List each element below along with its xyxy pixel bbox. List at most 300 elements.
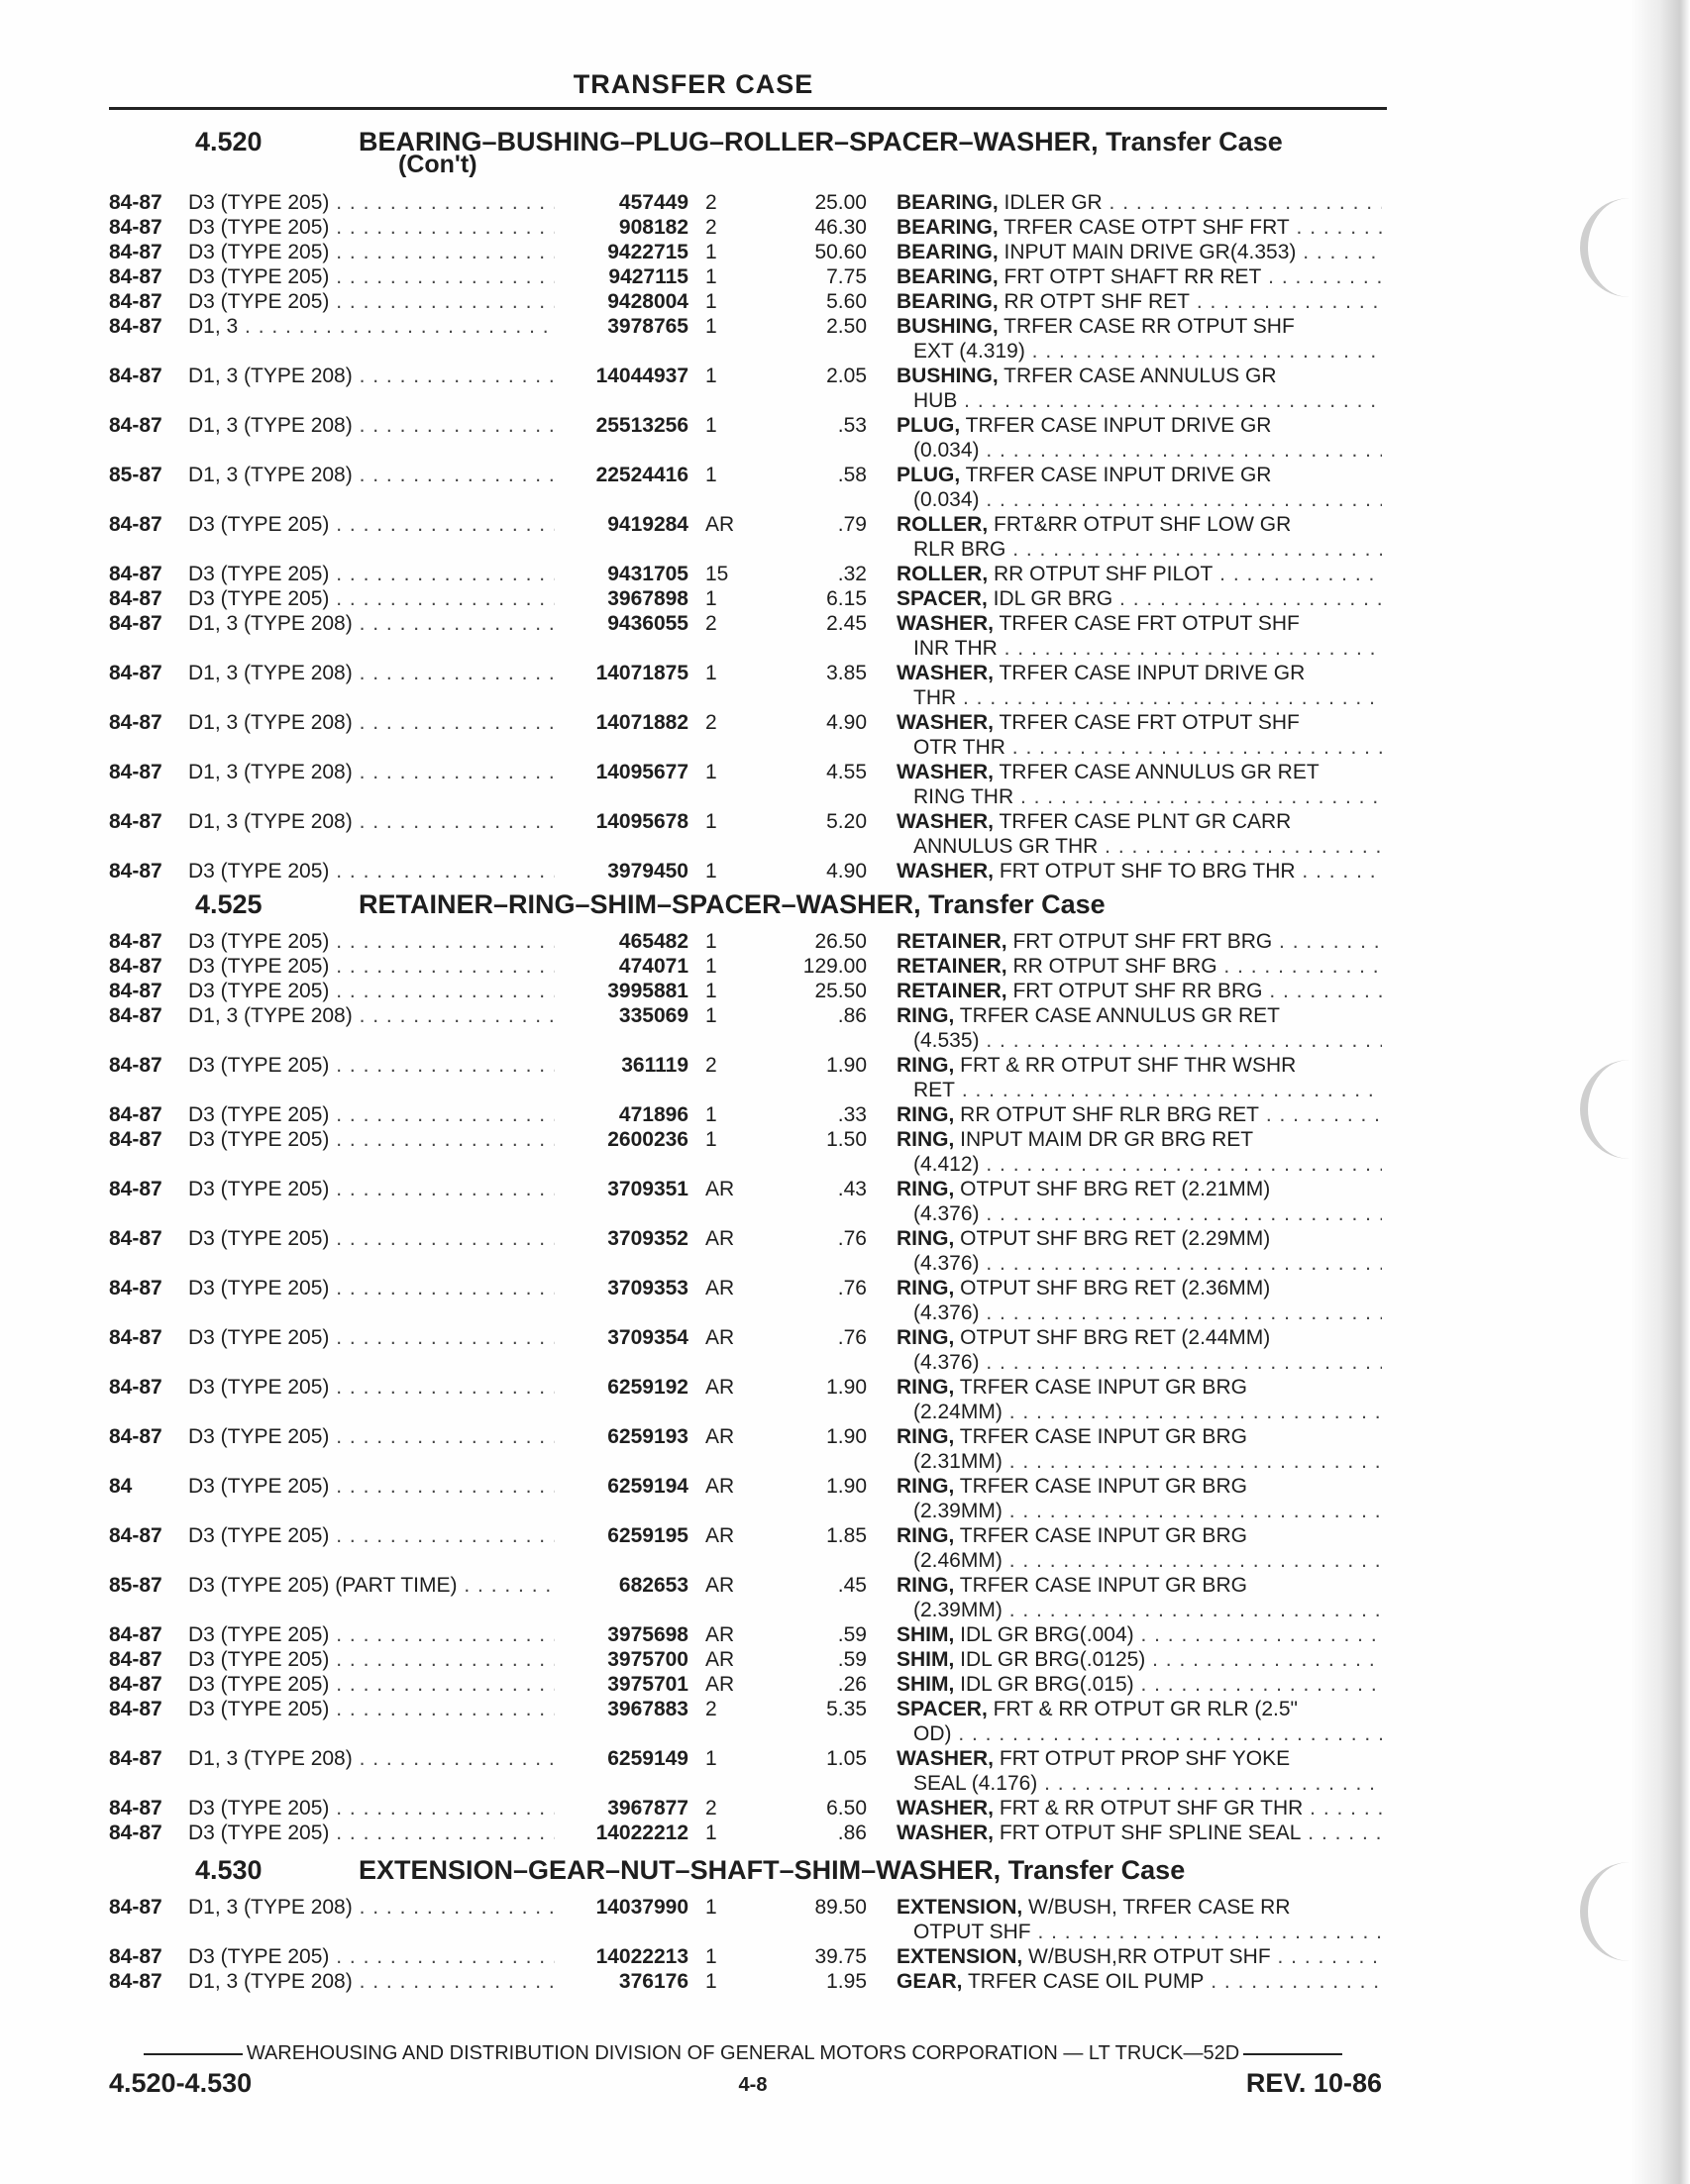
- table-row: [0, 1820, 1407, 1845]
- description-text: TRFER CASE FRT OTPUT SHF: [994, 711, 1300, 734]
- price: 1.90: [826, 1054, 867, 1077]
- description: [897, 1647, 1382, 1672]
- application: D3 (TYPE 205) . . .: [188, 1177, 555, 1201]
- part-number: 14037990: [595, 1896, 688, 1919]
- description-continued: (0.034) . . .: [913, 438, 1382, 463]
- section-header: [111, 127, 1399, 178]
- part-name: RING,: [897, 1277, 955, 1300]
- application: D1, 3 (TYPE 208) . . .: [188, 364, 555, 388]
- model-year: 84-87: [109, 1698, 162, 1720]
- price: .76: [837, 1277, 867, 1300]
- model-year: 84-87: [109, 241, 162, 263]
- model-year: 84-87: [109, 1945, 162, 1968]
- description: [897, 1895, 1382, 1920]
- application: D3 (TYPE 205) . . .: [188, 264, 555, 289]
- description-text: TRFER CASE INPUT DRIVE GR: [960, 414, 1272, 437]
- quantity: 1: [705, 464, 717, 486]
- part-number: 3975698: [607, 1623, 688, 1646]
- description: [897, 1820, 1382, 1845]
- description-continued: (2.39MM) . . .: [913, 1598, 1382, 1622]
- punch-hole: [1580, 1060, 1637, 1159]
- model-year: 84-87: [109, 1623, 162, 1646]
- punch-hole: [1580, 1862, 1637, 1961]
- description: [897, 611, 1382, 636]
- model-year: 84-87: [109, 955, 162, 978]
- description-text: TRFER CASE ANNULUS GR RET: [954, 1004, 1281, 1027]
- part-name: BUSHING,: [897, 364, 999, 387]
- section-title-text: RETAINER–RING–SHIM–SPACER–WASHER,: [359, 889, 921, 919]
- section-number: 4.520: [195, 127, 263, 156]
- part-number: 3995881: [607, 980, 688, 1002]
- price: 6.50: [826, 1797, 867, 1820]
- price: 26.50: [814, 930, 867, 953]
- description-continued: OD) . . .: [913, 1721, 1382, 1746]
- application: D3 (TYPE 205) . . .: [188, 1424, 555, 1449]
- model-year: 84-87: [109, 980, 162, 1002]
- part-number: 3967883: [607, 1698, 688, 1720]
- section-title: [359, 889, 1106, 920]
- table-row: [0, 1003, 1407, 1052]
- table-row: [0, 1573, 1407, 1621]
- quantity: 1: [705, 810, 717, 833]
- price: 2.05: [826, 364, 867, 387]
- table-row: [0, 1969, 1407, 1994]
- quantity: 2: [705, 711, 717, 734]
- part-name: ROLLER,: [897, 513, 989, 536]
- part-name: EXTENSION,: [897, 1945, 1023, 1968]
- quantity: 1: [705, 587, 717, 610]
- description: [897, 1672, 1382, 1697]
- quantity: AR: [705, 1574, 735, 1597]
- table-row: [0, 1053, 1407, 1101]
- description-continued: HUB . . .: [913, 388, 1382, 413]
- application: D3 (TYPE 205) . . .: [188, 1127, 555, 1152]
- application: D3 (TYPE 205) . . .: [188, 289, 555, 314]
- part-name: WASHER,: [897, 612, 995, 635]
- model-year: 84-87: [109, 1524, 162, 1547]
- price: 1.05: [826, 1747, 867, 1770]
- model-year: 84-87: [109, 1103, 162, 1126]
- description: [897, 954, 1382, 979]
- description-text: TRFER CASE RR OTPUT SHF: [998, 315, 1295, 338]
- description-continued: (2.46MM) . . .: [913, 1548, 1382, 1573]
- application: D3 (TYPE 205) . . .: [188, 1697, 555, 1721]
- part-name: RETAINER,: [897, 955, 1007, 978]
- application: D3 (TYPE 205) . . .: [188, 1226, 555, 1251]
- part-number: 22524416: [595, 464, 688, 486]
- part-number: 9419284: [607, 513, 688, 536]
- table-row: [0, 1375, 1407, 1423]
- application: D3 (TYPE 205) . . .: [188, 190, 555, 215]
- application: D3 (TYPE 205) . . .: [188, 1053, 555, 1078]
- description: [897, 1226, 1382, 1251]
- description-text: W/BUSH,RR OTPUT SHF: [1022, 1945, 1271, 1968]
- description-text: OTPUT SHF BRG RET (2.36MM): [954, 1277, 1271, 1300]
- description: [897, 1474, 1382, 1499]
- price: 50.60: [814, 241, 867, 263]
- quantity: 2: [705, 1797, 717, 1820]
- part-number: 14095678: [595, 810, 688, 833]
- description-continued: (4.412) . . .: [913, 1152, 1382, 1177]
- price: 89.50: [814, 1896, 867, 1919]
- section-continued: (Con't): [398, 151, 477, 178]
- footer-revision: REV. 10-86: [1245, 2068, 1382, 2098]
- description-text: FRT OTPUT SHF TO BRG THR: [994, 860, 1296, 883]
- description-text: IDL GR BRG(.0125): [954, 1648, 1146, 1671]
- price: .33: [837, 1103, 867, 1126]
- price: .32: [837, 563, 867, 585]
- price: 5.35: [826, 1698, 867, 1720]
- description: [897, 1969, 1382, 1994]
- model-year: 84-87: [109, 1797, 162, 1820]
- application: D3 (TYPE 205) . . .: [188, 1622, 555, 1647]
- part-number: 6259192: [607, 1376, 688, 1399]
- description-text: TRFER CASE ANNULUS GR RET: [994, 761, 1320, 783]
- part-name: RING,: [897, 1227, 955, 1250]
- description: [897, 1276, 1382, 1300]
- application: D1, 3 (TYPE 208) . . .: [188, 1895, 555, 1920]
- application: D1, 3 (TYPE 208) . . .: [188, 809, 555, 834]
- part-number: 465482: [618, 930, 688, 953]
- description-text: W/BUSH, TRFER CASE RR: [1022, 1896, 1291, 1919]
- model-year: 84-87: [109, 364, 162, 387]
- application: D3 (TYPE 205) . . .: [188, 1647, 555, 1672]
- description-text: TRFER CASE OIL PUMP: [962, 1970, 1205, 1993]
- description-continued: INR THR . . .: [913, 636, 1382, 661]
- table-row: [0, 413, 1407, 462]
- description: [897, 760, 1382, 784]
- binder-edge: [1631, 0, 1690, 2184]
- quantity: AR: [705, 1425, 735, 1448]
- description: [897, 1796, 1382, 1820]
- part-number: 3975701: [607, 1673, 688, 1696]
- price: .86: [837, 1004, 867, 1027]
- part-name: RING,: [897, 1574, 955, 1597]
- description-text: IDL GR BRG: [987, 587, 1113, 610]
- description: [897, 463, 1382, 487]
- section-title-text: EXTENSION–GEAR–NUT–SHAFT–SHIM–WASHER,: [359, 1855, 1002, 1885]
- part-name: RETAINER,: [897, 980, 1007, 1002]
- model-year: 84-87: [109, 216, 162, 239]
- description: [897, 215, 1382, 240]
- part-name: RING,: [897, 1178, 955, 1200]
- price: 5.20: [826, 810, 867, 833]
- table-row: [0, 1127, 1407, 1176]
- part-number: 376176: [618, 1970, 688, 1993]
- description-text: FRT OTPT SHAFT RR RET: [998, 265, 1262, 288]
- quantity: 1: [705, 1970, 717, 1993]
- table-row: [0, 289, 1407, 314]
- price: .53: [837, 414, 867, 437]
- part-name: WASHER,: [897, 1747, 995, 1770]
- description-text: OTPUT SHF BRG RET (2.44MM): [954, 1326, 1271, 1349]
- description-text: TRFER CASE PLNT GR CARR: [994, 810, 1292, 833]
- quantity: 1: [705, 955, 717, 978]
- application: D1, 3 (TYPE 208) . . .: [188, 463, 555, 487]
- description-continued: RET . . .: [913, 1078, 1382, 1102]
- part-number: 3979450: [607, 860, 688, 883]
- part-name: SHIM,: [897, 1623, 955, 1646]
- description-text: FRT OTPUT SHF RR BRG: [1006, 980, 1263, 1002]
- application: D3 (TYPE 205) . . .: [188, 586, 555, 611]
- quantity: 1: [705, 930, 717, 953]
- description: [897, 1746, 1382, 1771]
- table-row: [0, 1697, 1407, 1745]
- description-text: RR OTPT SHF RET: [998, 290, 1190, 313]
- description-text: INPUT MAIM DR GR BRG RET: [954, 1128, 1254, 1151]
- price: 1.50: [826, 1128, 867, 1151]
- part-name: RING,: [897, 1054, 955, 1077]
- part-name: BEARING,: [897, 216, 999, 239]
- price: 4.55: [826, 761, 867, 783]
- section-title: [359, 127, 1283, 157]
- price: .76: [837, 1227, 867, 1250]
- table-row: [0, 1622, 1407, 1647]
- table-row: [0, 859, 1407, 884]
- section-title-suffix: Transfer Case: [1098, 127, 1283, 156]
- model-year: 84-87: [109, 563, 162, 585]
- model-year: 84-87: [109, 1054, 162, 1077]
- part-number: 14071882: [595, 711, 688, 734]
- part-number: 3709353: [607, 1277, 688, 1300]
- table-row: [0, 463, 1407, 511]
- table-row: [0, 954, 1407, 979]
- quantity: AR: [705, 1376, 735, 1399]
- description-continued: (4.376) . . .: [913, 1350, 1382, 1375]
- quantity: AR: [705, 1648, 735, 1671]
- model-year: 84-87: [109, 414, 162, 437]
- table-row: [0, 1474, 1407, 1522]
- part-number: 14071875: [595, 662, 688, 684]
- footer-division: WAREHOUSING AND DISTRIBUTION DIVISION OF GENERAL MOTORS CORPORATION — LT TRUCK—52D: [109, 2042, 1377, 2065]
- part-number: 3709352: [607, 1227, 688, 1250]
- description-text: FRT & RR OTPUT SHF GR THR: [994, 1797, 1304, 1820]
- part-name: RING,: [897, 1103, 955, 1126]
- application: D3 (TYPE 205) . . .: [188, 1325, 555, 1350]
- application: D3 (TYPE 205) . . .: [188, 1523, 555, 1548]
- model-year: 84-87: [109, 1970, 162, 1993]
- description-text: TRFER CASE INPUT DRIVE GR: [994, 662, 1306, 684]
- section-title-text: BEARING–BUSHING–PLUG–ROLLER–SPACER–WASHER,: [359, 127, 1099, 156]
- price: .43: [837, 1178, 867, 1200]
- quantity: 1: [705, 1945, 717, 1968]
- application: D3 (TYPE 205) . . .: [188, 1672, 555, 1697]
- table-row: [0, 1102, 1407, 1127]
- application: D1, 3 (TYPE 208) . . .: [188, 611, 555, 636]
- part-name: EXTENSION,: [897, 1896, 1023, 1919]
- section-title-suffix: Transfer Case: [1001, 1855, 1186, 1885]
- price: 1.95: [826, 1970, 867, 1993]
- quantity: 2: [705, 191, 717, 214]
- model-year: 85-87: [109, 1574, 162, 1597]
- price: .26: [837, 1673, 867, 1696]
- quantity: 1: [705, 1896, 717, 1919]
- application: D3 (TYPE 205) . . .: [188, 979, 555, 1003]
- application: D1, 3 . . .: [188, 314, 555, 339]
- application: D3 (TYPE 205) . . .: [188, 1276, 555, 1300]
- application: D3 (TYPE 205) . . .: [188, 1375, 555, 1400]
- description: [897, 929, 1382, 954]
- part-number: 457449: [618, 191, 688, 214]
- price: .58: [837, 464, 867, 486]
- section-title-suffix: Transfer Case: [920, 889, 1106, 919]
- quantity: 1: [705, 364, 717, 387]
- description-text: FRT & RR OTPUT GR RLR (2.5": [987, 1698, 1298, 1720]
- description-continued: EXT (4.319) . . .: [913, 339, 1382, 364]
- application: D3 (TYPE 205) . . .: [188, 512, 555, 537]
- quantity: AR: [705, 1326, 735, 1349]
- description: [897, 364, 1382, 388]
- application: D3 (TYPE 205) . . .: [188, 929, 555, 954]
- table-row: [0, 809, 1407, 858]
- application: D3 (TYPE 205) . . .: [188, 215, 555, 240]
- description: [897, 1523, 1382, 1548]
- description: [897, 1375, 1382, 1400]
- part-number: 474071: [618, 955, 688, 978]
- part-number: 9422715: [607, 241, 688, 263]
- part-name: WASHER,: [897, 1821, 995, 1844]
- application: D3 (TYPE 205) . . .: [188, 1474, 555, 1499]
- part-name: WASHER,: [897, 711, 995, 734]
- description: [897, 661, 1382, 685]
- price: 7.75: [826, 265, 867, 288]
- table-row: [0, 1177, 1407, 1225]
- quantity: 1: [705, 265, 717, 288]
- model-year: 84-87: [109, 265, 162, 288]
- description: [897, 1053, 1382, 1078]
- description: [897, 859, 1382, 884]
- part-number: 682653: [618, 1574, 688, 1597]
- punch-hole: [1580, 198, 1637, 297]
- application: D3 (TYPE 205) . . .: [188, 859, 555, 884]
- quantity: 1: [705, 315, 717, 338]
- part-number: 471896: [618, 1103, 688, 1126]
- description-continued: THR . . .: [913, 685, 1382, 710]
- price: .59: [837, 1648, 867, 1671]
- description-text: OTPUT SHF BRG RET (2.29MM): [954, 1227, 1271, 1250]
- model-year: 84-87: [109, 860, 162, 883]
- application: D1, 3 (TYPE 208) . . .: [188, 413, 555, 438]
- footer-section-range: 4.520-4.530: [109, 2068, 253, 2098]
- application: D1, 3 (TYPE 208) . . .: [188, 661, 555, 685]
- quantity: 1: [705, 290, 717, 313]
- table-row: [0, 710, 1407, 759]
- description: [897, 1325, 1382, 1350]
- model-year: 84-87: [109, 1277, 162, 1300]
- table-row: [0, 1796, 1407, 1820]
- description-continued: (4.376) . . .: [913, 1201, 1382, 1226]
- part-number: 335069: [618, 1004, 688, 1027]
- part-number: 9427115: [608, 265, 688, 288]
- part-number: 14044937: [595, 364, 688, 387]
- part-name: SHIM,: [897, 1673, 955, 1696]
- price: 5.60: [826, 290, 867, 313]
- application: D3 (TYPE 205) . . .: [188, 240, 555, 264]
- model-year: 84-87: [109, 290, 162, 313]
- quantity: 2: [705, 612, 717, 635]
- table-row: [0, 264, 1407, 289]
- description-text: FRT OTPUT PROP SHF YOKE: [994, 1747, 1291, 1770]
- description-text: IDLER GR: [998, 191, 1103, 214]
- application: D1, 3 (TYPE 208) . . .: [188, 760, 555, 784]
- application: D3 (TYPE 205) . . .: [188, 1102, 555, 1127]
- model-year: 84-87: [109, 1673, 162, 1696]
- part-number: 6259195: [607, 1524, 688, 1547]
- quantity: 1: [705, 414, 717, 437]
- description-continued: OTR THR . . .: [913, 735, 1382, 760]
- description: [897, 240, 1382, 264]
- model-year: 84-87: [109, 761, 162, 783]
- description-text: TRFER CASE FRT OTPUT SHF: [994, 612, 1300, 635]
- table-row: [0, 929, 1407, 954]
- application: D1, 3 (TYPE 208) . . .: [188, 1746, 555, 1771]
- part-number: 3967898: [607, 587, 688, 610]
- price: 129.00: [802, 955, 867, 978]
- price: 1.85: [826, 1524, 867, 1547]
- quantity: AR: [705, 1227, 735, 1250]
- quantity: 1: [705, 980, 717, 1002]
- part-number: 3978765: [607, 315, 688, 338]
- description-text: TRFER CASE INPUT GR BRG: [954, 1425, 1247, 1448]
- table-row: [0, 1944, 1407, 1969]
- description-text: TRFER CASE ANNULUS GR: [998, 364, 1277, 387]
- part-name: PLUG,: [897, 464, 961, 486]
- part-name: WASHER,: [897, 662, 995, 684]
- model-year: 84-87: [109, 662, 162, 684]
- part-number: 3709351: [607, 1178, 688, 1200]
- application: D3 (TYPE 205) . . .: [188, 1944, 555, 1969]
- description-continued: (0.034) . . .: [913, 487, 1382, 512]
- description: [897, 190, 1382, 215]
- model-year: 84-87: [109, 1128, 162, 1151]
- header-rule: [109, 107, 1387, 110]
- part-number: 9436055: [607, 612, 688, 635]
- table-row: [0, 1424, 1407, 1473]
- part-name: BUSHING,: [897, 315, 999, 338]
- description-text: TRFER CASE INPUT GR BRG: [954, 1574, 1247, 1597]
- model-year: 84-87: [109, 612, 162, 635]
- description-text: FRT OTPUT SHF SPLINE SEAL: [994, 1821, 1302, 1844]
- table-row: [0, 760, 1407, 808]
- description-text: FRT & RR OTPUT SHF THR WSHR: [954, 1054, 1297, 1077]
- part-name: SHIM,: [897, 1648, 955, 1671]
- page-title: TRANSFER CASE: [573, 69, 814, 99]
- part-number: 361119: [621, 1054, 688, 1077]
- section-number: 4.525: [195, 889, 263, 919]
- part-name: WASHER,: [897, 1797, 995, 1820]
- section-title: [359, 1855, 1185, 1886]
- quantity: AR: [705, 1475, 735, 1498]
- quantity: 1: [705, 1004, 717, 1027]
- part-number: 9428004: [607, 290, 688, 313]
- part-number: 25513256: [595, 414, 688, 437]
- price: .59: [837, 1623, 867, 1646]
- price: 4.90: [826, 711, 867, 734]
- table-row: [0, 1325, 1407, 1374]
- description-text: RR OTPUT SHF BRG: [1006, 955, 1217, 978]
- price: 25.50: [814, 980, 867, 1002]
- description: [897, 289, 1382, 314]
- description: [897, 1177, 1382, 1201]
- part-name: RING,: [897, 1524, 955, 1547]
- quantity: 2: [705, 1054, 717, 1077]
- description-continued: ANNULUS GR THR . . .: [913, 834, 1382, 859]
- quantity: AR: [705, 513, 735, 536]
- description: [897, 1622, 1382, 1647]
- description-text: FRT&RR OTPUT SHF LOW GR: [988, 513, 1292, 536]
- description-text: RR OTPUT SHF RLR BRG RET: [954, 1103, 1259, 1126]
- table-row: [0, 1647, 1407, 1672]
